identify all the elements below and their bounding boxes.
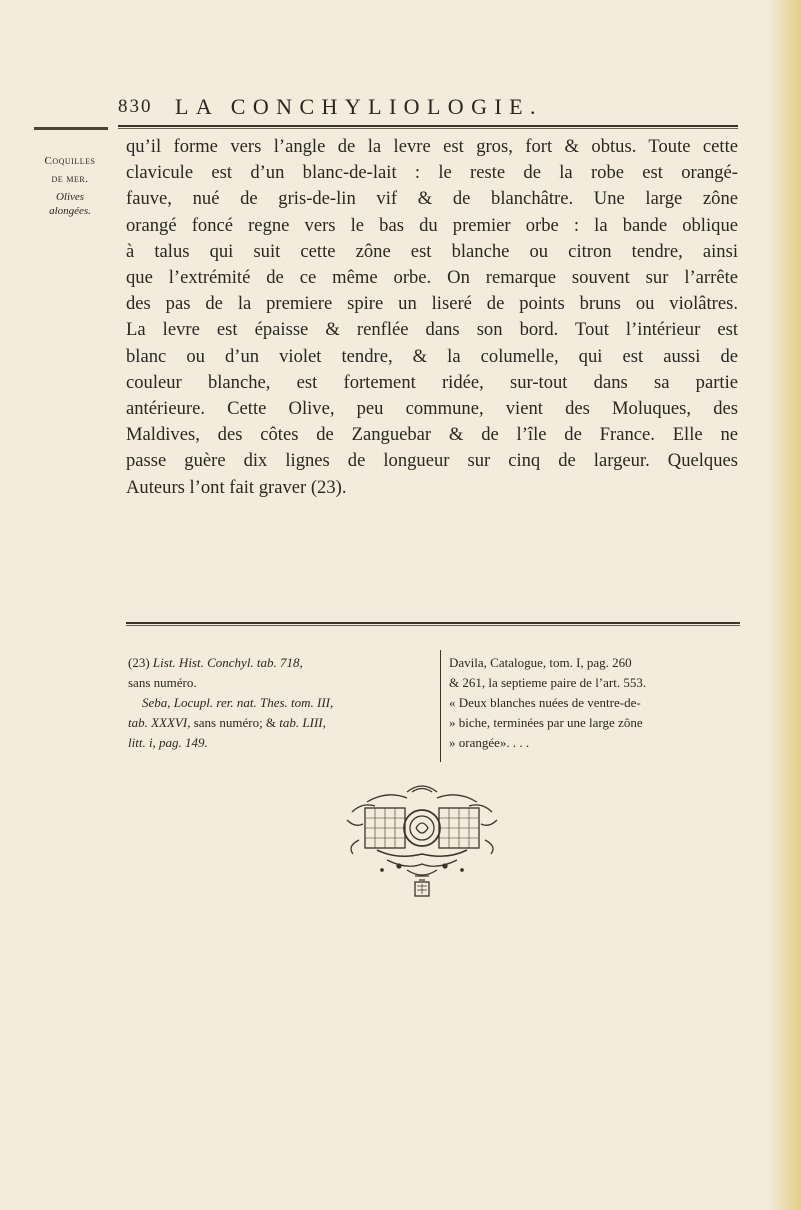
body-line: à talus qui suit cette zône est blanche ou citron tendre, ainsi: [126, 240, 738, 262]
footnote-citation: Seba, Locupl. rer. nat. Thes. tom. III,: [142, 695, 334, 710]
footnote-citation: tab. XXXVI,: [128, 715, 191, 730]
running-title: LA CONCHYLIOLOGIE.: [175, 94, 543, 119]
footnote-line: » biche, terminées par une large zône: [449, 715, 643, 730]
body-line: couleur blanche, est fortement ridée, sur-tout dans sa partie: [126, 371, 738, 393]
footnote-line: [128, 713, 428, 733]
body-line: La levre est épaisse & renflée dans son bord. Tout l’intérieur est: [126, 319, 738, 341]
body-line: Auteurs l’ont fait graver (23).: [126, 476, 347, 498]
footnote-citation: tab. LIII,: [279, 715, 326, 730]
footnote-line: & 261, la septieme paire de l’art. 553.: [449, 675, 647, 690]
footnote-rule: [126, 622, 740, 626]
footnote-line: sans numéro.: [128, 675, 197, 690]
footnote-citation: litt. i, pag. 149.: [128, 735, 208, 750]
margin-note-line: Olives: [55, 191, 85, 203]
body-line: qu’il forme vers l’angle de la levre est gros, fort & obtus. Toute cette: [126, 136, 738, 157]
footnote-line: [128, 653, 428, 673]
body-line: passe guère dix lignes de longueur sur cinq de largeur. Quelques: [126, 450, 738, 472]
floral-tailpiece-icon: [337, 780, 507, 900]
header-rule: [118, 125, 738, 129]
body-line: blanc ou d’un violet tendre, & la columelle, qui est aussi de: [126, 345, 738, 367]
footnote-right: [449, 653, 749, 753]
footnote-line: [128, 693, 428, 713]
body-line: antérieure. Cette Olive, peu commune, vient des Moluques, des: [126, 398, 738, 420]
body-line: orangé foncé regne vers le bas du premier orbe : la bande oblique: [126, 214, 738, 236]
page-number: 830: [118, 96, 153, 117]
body-line: des pas de la premiere spire un liseré de points bruns ou violâtres.: [126, 293, 738, 315]
margin-rule: [34, 127, 108, 130]
footnote-citation: List. Hist. Conchyl. tab. 718,: [152, 655, 303, 670]
margin-note-line: de mer.: [51, 173, 89, 185]
margin-note-line: alongées.: [49, 205, 91, 217]
footnote-left: [128, 653, 428, 753]
footnote-text: sans numéro; &: [190, 715, 280, 730]
margin-note: [24, 150, 116, 218]
page-header: [118, 96, 738, 126]
column-divider: [440, 650, 441, 762]
body-line: fauve, nué de gris-de-lin vif & de blanchâtre. Une large zône: [126, 188, 738, 210]
footnote-marker: (23): [128, 655, 153, 670]
footnote-line: [128, 733, 428, 753]
body-line: Maldives, des côtes de Zanguebar & de l’île de France. Elle ne: [126, 424, 738, 446]
body-paragraph: [126, 134, 738, 501]
footnote-line: « Deux blanches nuées de ventre-de-: [449, 695, 641, 710]
page-edge-shadow: [767, 0, 801, 1210]
footnote-line: Davila, Catalogue, tom. I, pag. 260: [449, 655, 632, 670]
body-line: que l’extrémité de ce même orbe. On remarque souvent sur l’arrête: [126, 267, 738, 289]
body-line: clavicule est d’un blanc-de-lait : le reste de la robe est orangé-: [126, 162, 738, 184]
margin-note-line: Coquilles: [44, 155, 96, 167]
footnote-line: » orangée». . . .: [449, 735, 530, 750]
